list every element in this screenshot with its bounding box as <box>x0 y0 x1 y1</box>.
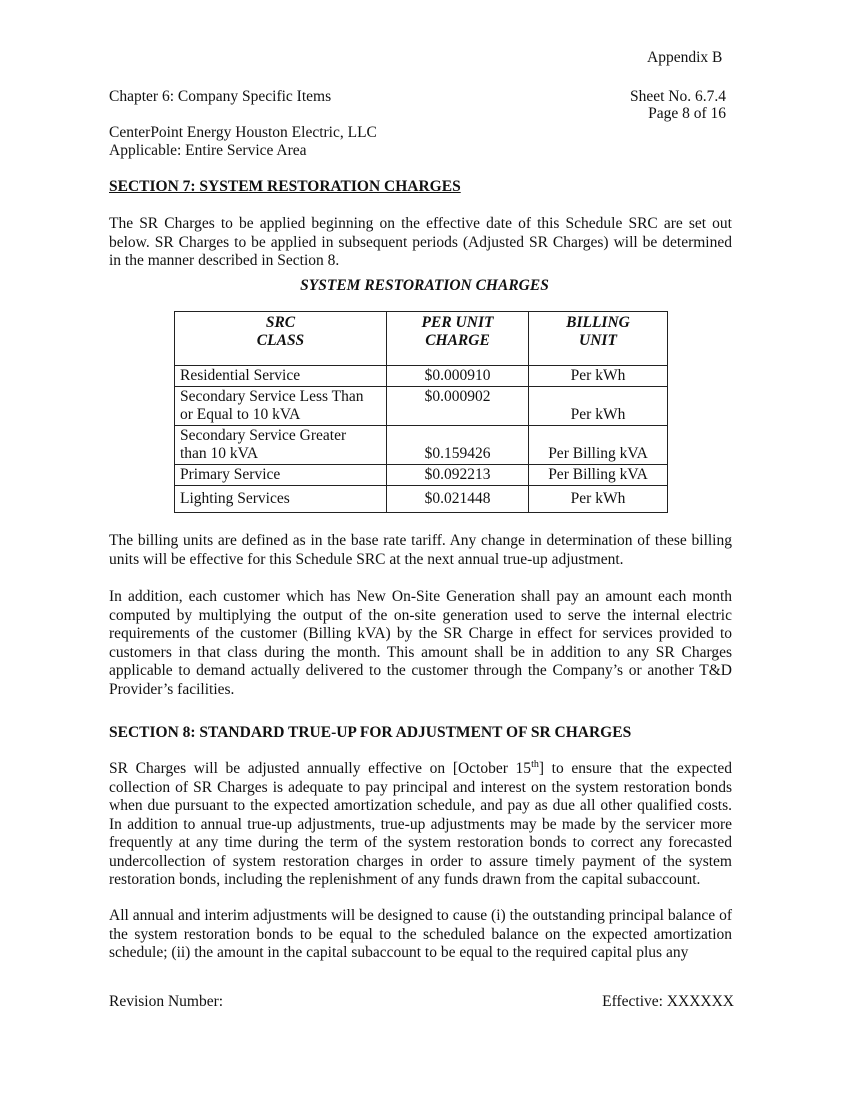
sheet-number: Sheet No. 6.7.4 <box>629 88 726 105</box>
section-8-true-up-paragraph: SR Charges will be adjusted annually effective on [October 15th] to ensure that the expected collection of SR Charges is adequate to pay principal and interest on the system restoration bonds when due pursuant to the expected amortization schedule, and pay as due all other qualified costs. In addition to annual true-up adjustments, true-up adjustments may be made by the servicer more frequently at any time during the term of the system restoration bonds to correct any forecasted undercollection of system restoration charges in order to assure timely payment of the system restoration bonds, including the replenishment of any funds drawn from the capital subaccount. <box>109 758 732 888</box>
on-site-generation-paragraph: In addition, each customer which has New On-Site Generation shall pay an amount each month computed by multiplying the output of the on-site generation used to serve the internal electric requirements of the customer (Billing kVA) by the SR Charge in effect for services provided to customers in that class during the month. This amount shall be in addition to any SR Charges applicable to demand actually delivered to the customer through the Company’s or another T&D Provider’s facilities. <box>109 588 732 698</box>
row-charge: $0.021448 <box>387 486 529 513</box>
row-charge: $0.159426 <box>387 426 529 465</box>
company-name: CenterPoint Energy Houston Electric, LLC <box>109 124 377 141</box>
section-7-heading: SECTION 7: SYSTEM RESTORATION CHARGES <box>109 178 461 195</box>
billing-units-paragraph: The billing units are defined as in the base rate tariff. Any change in determination of these billing units will be effective for this Schedule SRC at the next annual true-up adjustment. <box>109 532 732 568</box>
page-number: Page 8 of 16 <box>648 105 726 122</box>
table-title: SYSTEM RESTORATION CHARGES <box>300 277 549 294</box>
row-class: Residential Service <box>175 366 387 387</box>
table-row <box>175 387 668 426</box>
header-per-unit-charge: PER UNIT CHARGE <box>387 312 529 366</box>
row-unit: Per Billing kVA <box>529 426 668 465</box>
row-class: Lighting Services <box>175 486 387 513</box>
row-class: Primary Service <box>175 465 387 486</box>
table-header-row <box>175 312 668 366</box>
row-class: Secondary Service Less Than or Equal to 10 kVA <box>175 387 387 426</box>
row-class: Secondary Service Greater than 10 kVA <box>175 426 387 465</box>
row-unit: Per Billing kVA <box>529 465 668 486</box>
header-billing-unit: BILLING UNIT <box>529 312 668 366</box>
revision-number: Revision Number: <box>109 993 224 1010</box>
adjustments-paragraph: All annual and interim adjustments will be designed to cause (i) the outstanding principal balance of the system restoration bonds to be equal to the scheduled balance on the expected amortization schedule; (ii) the amount in the capital subaccount to be equal to the required capital plus any <box>109 907 732 961</box>
row-charge: $0.092213 <box>387 465 529 486</box>
chapter-title: Chapter 6: Company Specific Items <box>109 88 332 105</box>
effective-date: Effective: XXXXXX <box>602 993 734 1010</box>
table-row <box>175 366 668 387</box>
applicable-area: Applicable: Entire Service Area <box>109 142 307 159</box>
table-row <box>175 465 668 486</box>
table-row <box>175 426 668 465</box>
row-unit: Per kWh <box>529 366 668 387</box>
row-unit: Per kWh <box>529 387 668 426</box>
row-charge: $0.000902 <box>387 387 529 426</box>
section-7-intro-paragraph: The SR Charges to be applied beginning on the effective date of this Schedule SRC are set out below. SR Charges to be applied in subsequent periods (Adjusted SR Charges) will be determined in the manner described in Section 8. <box>109 215 732 269</box>
row-charge: $0.000910 <box>387 366 529 387</box>
table-row <box>175 486 668 513</box>
header-src-class: SRC CLASS <box>175 312 387 366</box>
system-restoration-charges-table <box>174 311 668 513</box>
section-8-heading: SECTION 8: STANDARD TRUE-UP FOR ADJUSTMENT OF SR CHARGES <box>109 724 632 741</box>
row-unit: Per kWh <box>529 486 668 513</box>
appendix-label: Appendix B <box>647 49 723 66</box>
